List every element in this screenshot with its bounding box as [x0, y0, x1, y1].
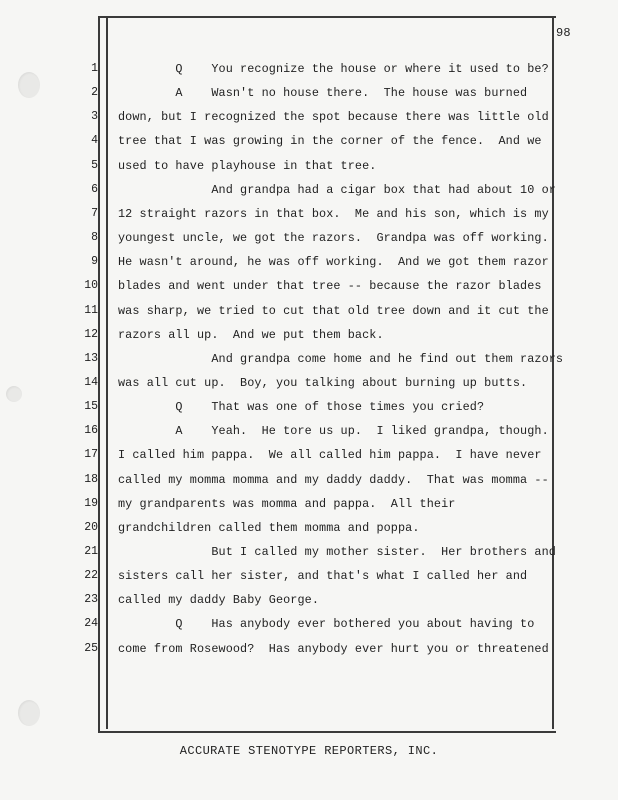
line-number: 14: [84, 375, 98, 389]
transcript-line: But I called my mother sister. Her brothers and: [118, 545, 556, 559]
transcript-line: He wasn't around, he was off working. And we got them razor: [118, 255, 549, 270]
line-number: 19: [84, 496, 98, 510]
right-rule: [552, 16, 554, 729]
transcript-line: 12 straight razors in that box. Me and his son, which is my: [118, 206, 549, 221]
line-number: 7: [91, 206, 98, 220]
transcript-line: called my momma momma and my daddy daddy. That was momma --: [118, 472, 549, 487]
line-number: 4: [91, 134, 98, 148]
line-number: 20: [84, 520, 98, 534]
transcript-line: And grandpa come home and he find out them razors: [118, 351, 564, 366]
line-number: 10: [84, 279, 98, 293]
line-number: 24: [84, 617, 98, 631]
line-number: 22: [84, 569, 98, 583]
transcript-line: youngest uncle, we got the razors. Grandpa was off working.: [118, 231, 549, 246]
line-number: 16: [84, 424, 98, 438]
margin-rule: [106, 16, 108, 729]
line-number: 23: [84, 593, 98, 607]
line-number: 5: [91, 158, 98, 172]
line-number: 1: [91, 62, 98, 75]
transcript-line: my grandparents was momma and pappa. All their: [118, 496, 456, 511]
transcript-line: Q You recognize the house or where it used to be?: [118, 62, 549, 76]
transcript-line: used to have playhouse in that tree.: [118, 158, 377, 173]
line-number: 2: [91, 86, 98, 100]
transcript-line: was sharp, we tried to cut that old tree down and it cut the: [118, 303, 549, 318]
line-number: 21: [84, 545, 98, 558]
page-number: 98: [556, 26, 571, 40]
transcript-line: Q Has anybody ever bothered you about having to: [118, 617, 535, 632]
transcript-line: called my daddy Baby George.: [118, 593, 320, 608]
reporter-footer: ACCURATE STENOTYPE REPORTERS, INC.: [179, 744, 439, 758]
transcript-line: blades and went under that tree -- because the razor blades: [118, 279, 542, 294]
transcript-line: A Yeah. He tore us up. I liked grandpa, though.: [118, 424, 549, 439]
line-number: 11: [84, 303, 98, 317]
binder-hole-bottom: [18, 700, 40, 726]
transcript-line: A Wasn't no house there. The house was burned: [118, 86, 528, 101]
line-number: 17: [84, 448, 98, 462]
transcript-line: And grandpa had a cigar box that had about 10 or: [118, 182, 556, 197]
line-number: 18: [84, 472, 98, 486]
binder-hole-middle: [6, 386, 22, 402]
transcript-line: Q That was one of those times you cried?: [118, 400, 485, 415]
binder-hole-top: [18, 72, 40, 98]
line-number: 13: [84, 351, 98, 365]
line-number: 12: [84, 327, 98, 341]
line-number: 3: [91, 110, 98, 124]
transcript-line: razors all up. And we put them back.: [118, 327, 384, 342]
transcript-line: tree that I was growing in the corner of the fence. And we: [118, 134, 542, 149]
transcript-line: I called him pappa. We all called him pappa. I have never: [118, 448, 542, 463]
line-number: 9: [91, 255, 98, 269]
line-number: 15: [84, 400, 98, 414]
line-number: 6: [91, 182, 98, 196]
transcript-line: down, but I recognized the spot because there was little old: [118, 110, 549, 125]
line-number: 25: [84, 641, 98, 655]
line-number: 8: [91, 231, 98, 245]
transcript-line: was all cut up. Boy, you talking about burning up butts.: [118, 375, 528, 390]
transcript-line: come from Rosewood? Has anybody ever hurt you or threatened: [118, 641, 549, 656]
transcript-line: grandchildren called them momma and poppa.: [118, 520, 420, 535]
transcript-line: sisters call her sister, and that's what I called her and: [118, 569, 528, 584]
